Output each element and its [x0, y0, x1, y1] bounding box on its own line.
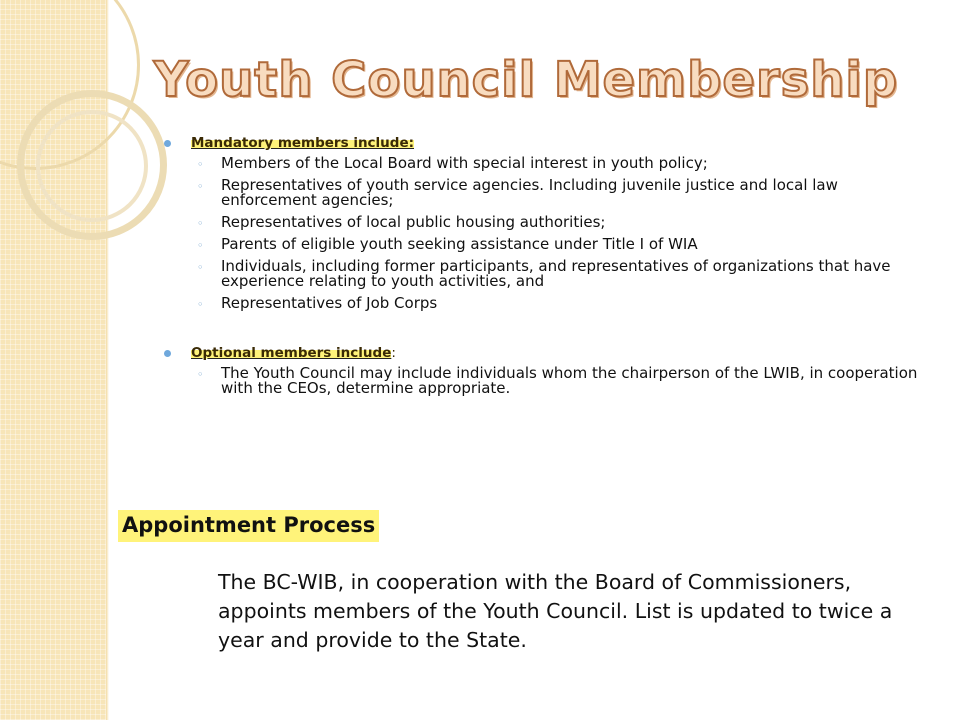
list-item-text: Representatives of Job Corps [221, 294, 438, 312]
membership-content [163, 134, 923, 403]
list-item [163, 178, 923, 208]
bullet-dot-icon [164, 140, 171, 147]
bullet-ring-icon: ◦ [197, 158, 204, 171]
bullet-ring-icon: ◦ [197, 261, 204, 274]
list-item-text: Parents of eligible youth seeking assistance under Title I of WIA [221, 235, 698, 253]
bullet-ring-icon: ◦ [197, 298, 204, 311]
mandatory-members-heading [163, 134, 923, 152]
list-item [163, 215, 923, 230]
bullet-ring-icon: ◦ [197, 180, 204, 193]
list-item [163, 296, 923, 311]
section-spacer [163, 318, 923, 344]
list-item [163, 237, 923, 252]
list-item [163, 259, 923, 289]
list-item-text: Individuals, including former participants, and representatives of organizations that have experience relating to youth activities, and [221, 257, 891, 290]
list-item [163, 156, 923, 171]
bullet-ring-icon: ◦ [197, 239, 204, 252]
list-item-text: Representatives of youth service agencies. Including juvenile justice and local law enforcement agencies; [221, 176, 838, 209]
appointment-process-body: The BC-WIB, in cooperation with the Board of Commissioners, appoints members of the Youth Council. List is updated to twice a year and provide to the State. [218, 570, 893, 652]
slide-title: Youth Council Membership [153, 52, 899, 108]
decorative-ring-inner [36, 110, 148, 222]
bullet-dot-icon [164, 350, 171, 357]
list-item-text: The Youth Council may include individuals whom the chairperson of the LWIB, in cooperation with the CEOs, determine appropriate. [221, 364, 918, 397]
mandatory-label: Mandatory members include: [191, 135, 415, 151]
optional-label-colon: : [391, 345, 396, 361]
list-item [163, 366, 923, 396]
mandatory-members-list [163, 156, 923, 311]
optional-members-list [163, 366, 923, 396]
optional-members-heading [163, 344, 923, 362]
bullet-ring-icon: ◦ [197, 368, 204, 381]
list-item-text: Representatives of local public housing authorities; [221, 213, 606, 231]
bullet-ring-icon: ◦ [197, 217, 204, 230]
list-item-text: Members of the Local Board with special interest in youth policy; [221, 154, 708, 172]
appointment-process-heading: Appointment Process [118, 510, 379, 542]
optional-label: Optional members include [191, 345, 392, 361]
